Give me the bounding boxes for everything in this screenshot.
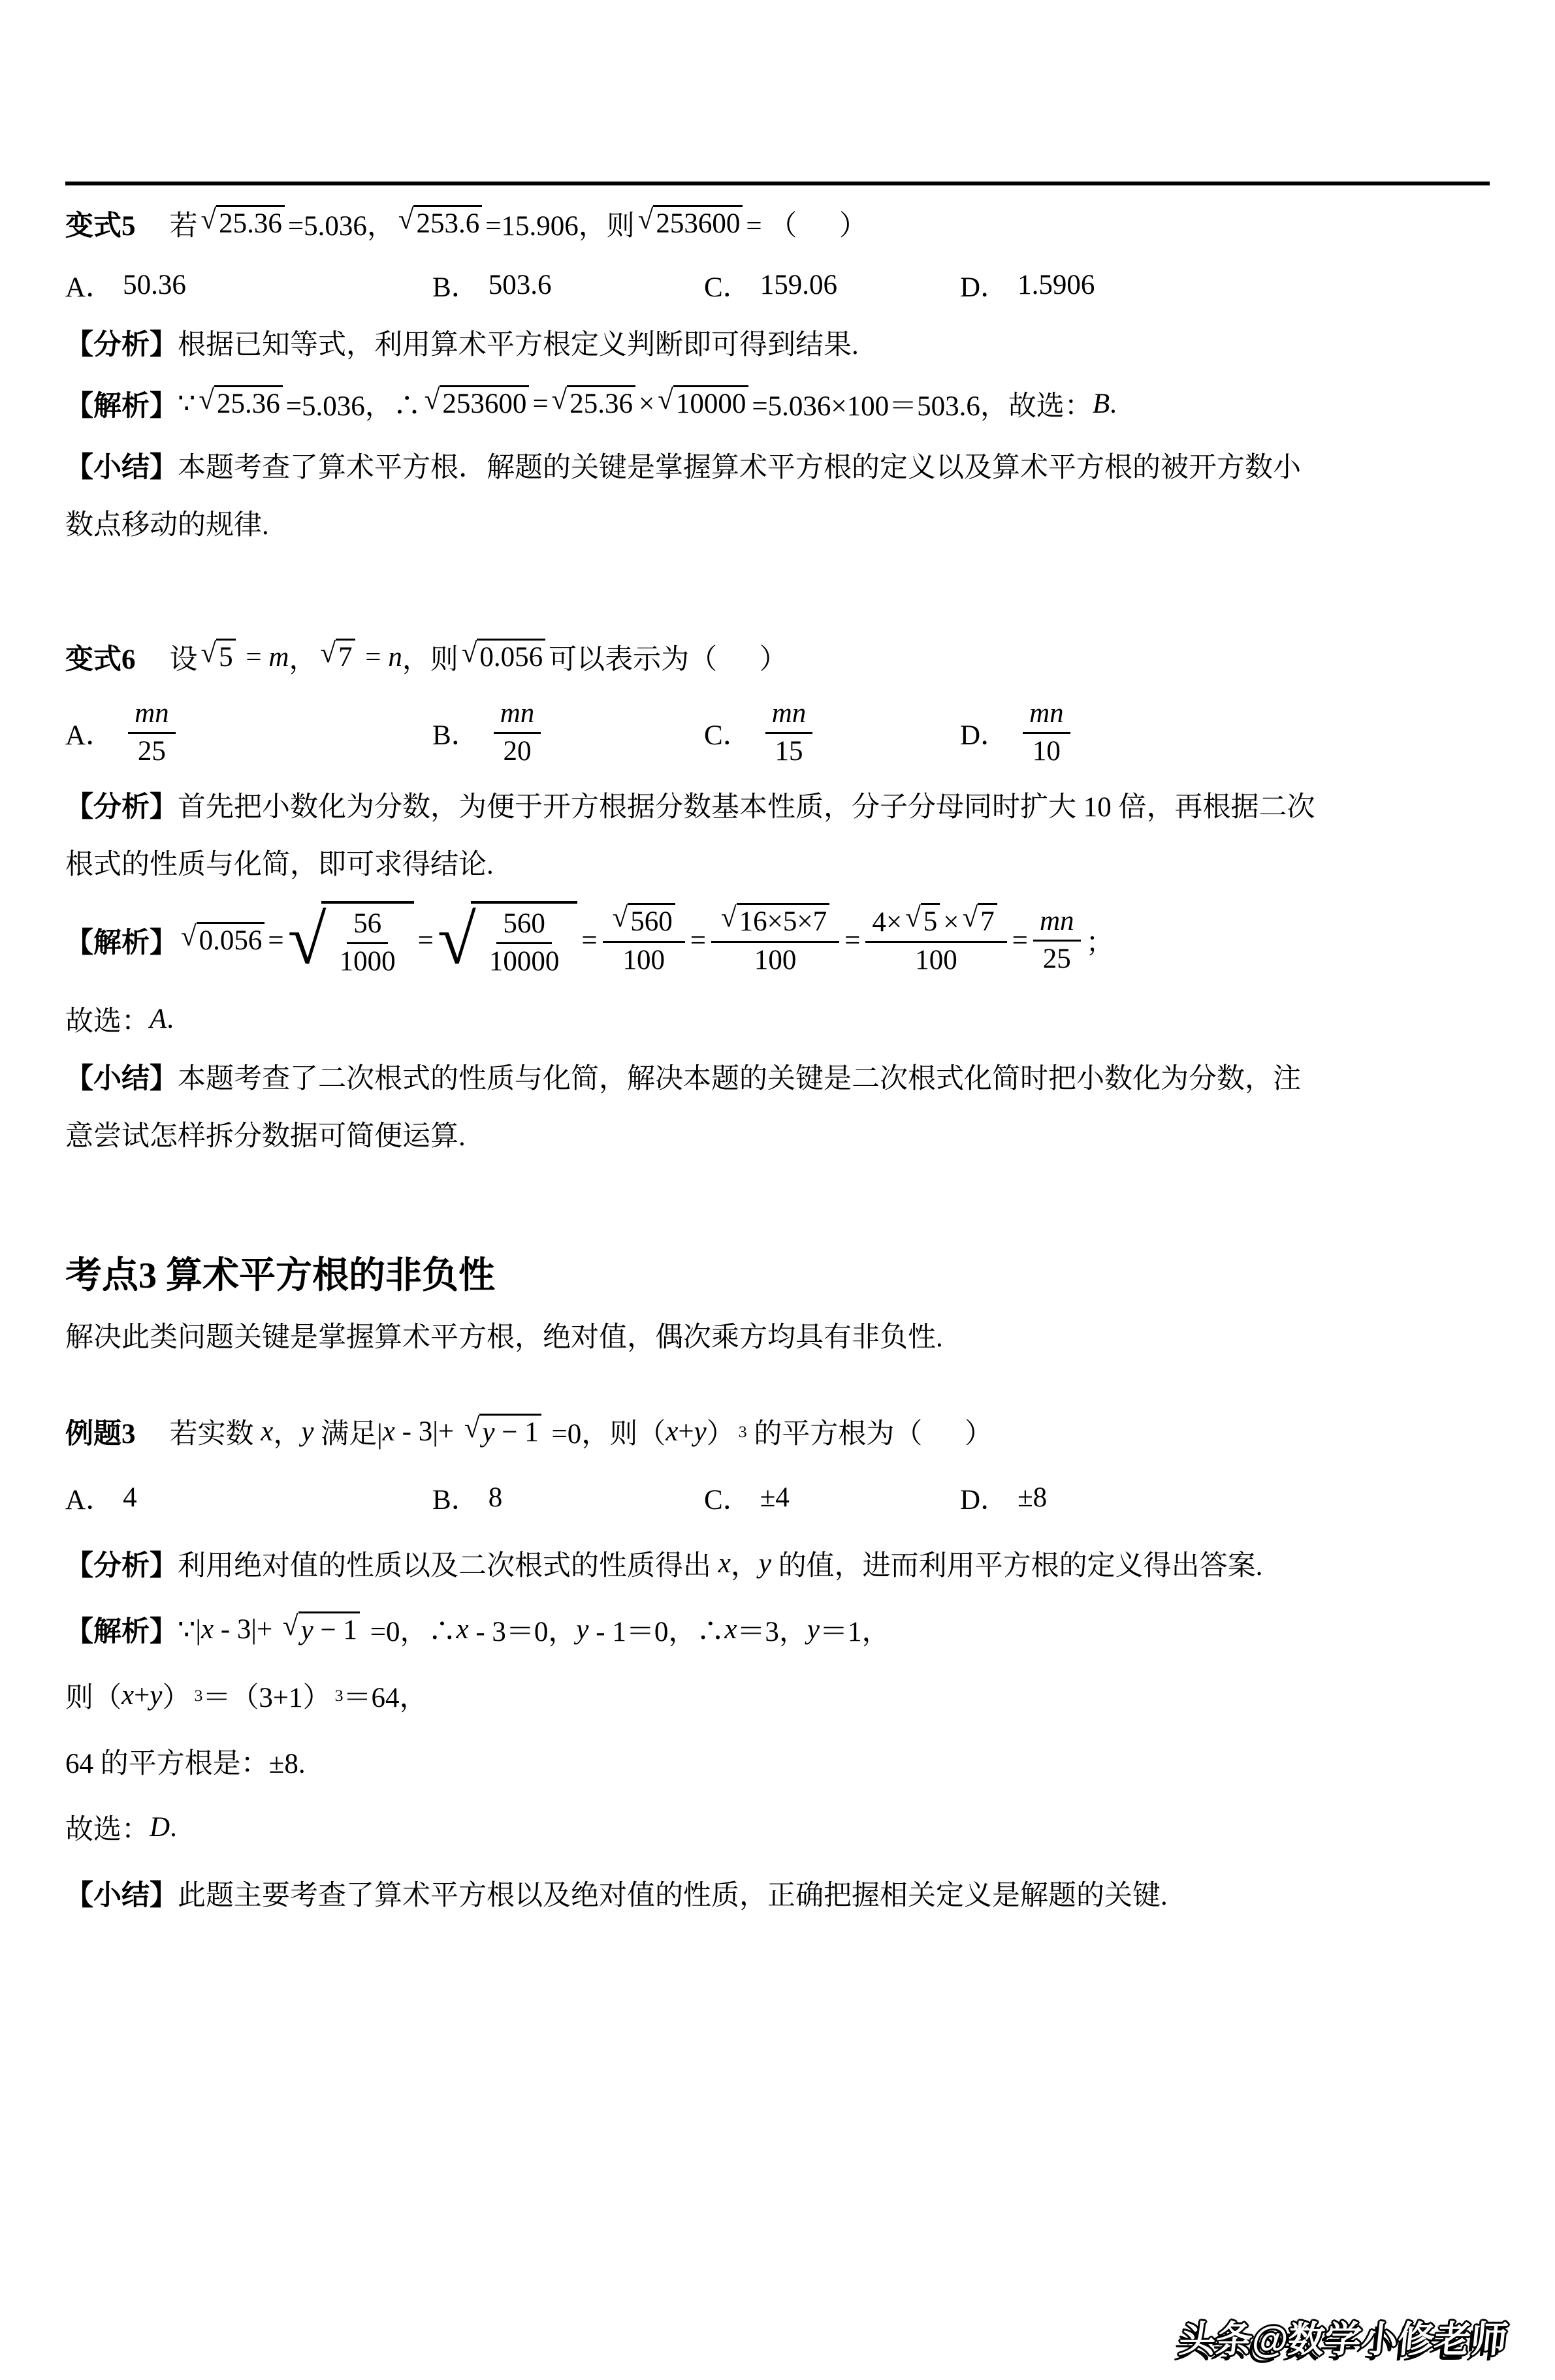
variable: x <box>121 1680 135 1711</box>
sqrt-radicand <box>479 1414 541 1450</box>
ex3-summary-line <box>65 1860 1490 1926</box>
sqrt-radical: √ <box>905 902 921 934</box>
variable: m <box>268 641 289 673</box>
text-run: 故选： <box>65 1006 150 1037</box>
fraction-numerator <box>711 903 839 942</box>
ex3-label: 例题3 <box>65 1419 136 1450</box>
variable: x <box>456 1614 469 1645</box>
sqrt-radicand: 25.36 <box>567 385 635 421</box>
v5-label: 变式5 <box>65 210 136 242</box>
text-run: 根式的性质与化简，即可求得结论. <box>65 849 494 880</box>
text-run: ，则 <box>402 644 458 675</box>
kaodian3-intro <box>65 1306 1490 1363</box>
fraction <box>1023 697 1070 768</box>
sqrt-expr <box>181 922 265 958</box>
sqrt-radical: √ <box>721 902 737 934</box>
text-run: 数点移动的规律. <box>65 509 269 541</box>
variable: x <box>200 1614 214 1645</box>
text-run: × <box>638 388 655 419</box>
option-key: D． <box>960 1485 1009 1515</box>
answer-letter: D <box>150 1812 170 1843</box>
text-run: 故选： <box>65 1815 150 1845</box>
sqrt-radical: √ <box>181 921 197 953</box>
text-run: - 3|+ <box>214 1614 280 1645</box>
text-run: - 3＝0， <box>468 1617 577 1647</box>
sqrt-radicand: 0.056 <box>197 922 265 958</box>
ex3-options-row <box>65 1465 1490 1531</box>
option-key: B． <box>432 272 479 303</box>
v5-solution-line <box>65 371 1490 436</box>
fraction-denominator: 15 <box>775 735 803 767</box>
sqrt-radical: √ <box>637 204 654 236</box>
text-run: . <box>167 1003 174 1034</box>
variable: x <box>665 1416 679 1447</box>
fraction <box>128 697 176 768</box>
fraction-denominator: 100 <box>915 944 957 976</box>
fraction-denominator: 100 <box>622 944 665 976</box>
sqrt-radicand: 7 <box>336 639 355 674</box>
option-value: 1.5906 <box>1018 269 1095 300</box>
text-run: ） <box>706 1419 735 1450</box>
v6-solution-line <box>65 891 1490 990</box>
option-value: 8 <box>488 1482 503 1513</box>
text-run: 若实数 <box>169 1419 261 1450</box>
text-run: 此题主要考查了算术平方根以及绝对值的性质，正确把握相关定义是解题的关键. <box>178 1880 1168 1911</box>
fraction <box>765 697 813 768</box>
variable: y <box>694 1416 707 1447</box>
summary-tag: 【小结】 <box>65 452 178 483</box>
v6-analysis-line-1 <box>65 776 1490 833</box>
option-value: ±8 <box>1018 1482 1048 1513</box>
equals-sign: = <box>844 925 861 956</box>
text-run: =5.036，∴ <box>285 390 421 422</box>
sqrt-expr <box>201 205 285 241</box>
text-run: - 1＝0，∴ <box>588 1617 725 1647</box>
variable: y <box>300 1614 313 1645</box>
sqrt-radical: √ <box>398 204 414 236</box>
sqrt-expr <box>464 1414 541 1450</box>
variable: x <box>261 1416 274 1447</box>
text-run: 首先把小数化为分数，为便于开方根据分数基本性质，分子分母同时扩大 10 倍，再根据二次 <box>178 791 1315 823</box>
fraction-denominator: 100 <box>754 944 797 976</box>
v6-option-c <box>704 697 960 768</box>
fraction-numerator: mn <box>494 697 541 734</box>
text-run: . <box>1110 388 1117 419</box>
v6-stem-line <box>65 624 1490 690</box>
sqrt-expr <box>199 385 282 421</box>
v5-analysis-line <box>65 313 1490 371</box>
sqrt-radicand: 560 <box>628 903 675 939</box>
sqrt-expr <box>462 639 545 674</box>
sqrt-expr <box>288 901 414 979</box>
text-run: 可以表示为（ ） <box>549 644 788 675</box>
sqrt-radicand: 0.056 <box>477 639 545 674</box>
variable: y <box>482 1416 495 1448</box>
solution-tag: 【解析】 <box>65 390 178 422</box>
v5-summary-line-1 <box>65 436 1490 494</box>
fraction <box>333 908 402 978</box>
v6-summary-line-2 <box>65 1105 1490 1162</box>
answer-letter: B <box>1092 388 1110 419</box>
v6-analysis-line-2 <box>65 833 1490 891</box>
v5-option-d <box>960 265 1490 305</box>
text-run: = <box>238 641 269 673</box>
sqrt-radicand: 7 <box>978 903 997 939</box>
ex3-analysis-line <box>65 1531 1490 1596</box>
ex3-step-line: 则（ x + y ） 3 ＝（3+1） 3 ＝64， <box>65 1662 1490 1728</box>
equals-sign: = <box>690 925 707 956</box>
text-run: + <box>678 1416 694 1447</box>
sqrt-radicand <box>298 1611 360 1647</box>
variable: x <box>724 1614 737 1645</box>
ex3-option-b <box>432 1478 704 1517</box>
sqrt-radical: √ <box>461 638 477 669</box>
sqrt-expr <box>613 903 675 939</box>
option-value: 50.36 <box>123 269 186 300</box>
sqrt-radicand: 10000 <box>673 385 749 421</box>
equals-sign: = <box>1012 925 1028 956</box>
text-run: 满足| <box>313 1419 383 1450</box>
text-run: =15.906，则 <box>485 210 635 242</box>
text-run: =5.036×100＝503.6，故选： <box>752 390 1093 422</box>
text-run: ； <box>1085 927 1114 959</box>
summary-tag: 【小结】 <box>65 1063 178 1094</box>
v6-choose-line <box>65 990 1490 1047</box>
sqrt-expr <box>552 385 635 421</box>
sqrt-expr <box>320 639 355 674</box>
ex3-option-d <box>960 1478 1490 1517</box>
fraction-numerator <box>865 903 1006 942</box>
sqrt-radicand: 253600 <box>440 385 529 421</box>
text-run: 4× <box>872 907 903 938</box>
v6-option-b <box>432 697 704 768</box>
option-key: B． <box>432 720 479 751</box>
option-key: D． <box>960 720 1009 751</box>
sqrt-radicand: 253600 <box>653 205 743 241</box>
text-run: × <box>943 907 959 938</box>
text-run: 意尝试怎样拆分数据可简便运算. <box>65 1120 466 1152</box>
text-run: ∵| <box>178 1614 201 1645</box>
watermark: 头条@数学小修老师 <box>1177 2319 1510 2360</box>
option-key: C． <box>704 272 751 303</box>
sqrt-radical: √ <box>437 901 476 979</box>
fraction-denominator: 25 <box>137 735 166 767</box>
fraction <box>603 903 685 977</box>
ex3-option-c <box>704 1478 960 1517</box>
v5-stem-line <box>65 191 1490 256</box>
sqrt-radicand <box>321 901 414 979</box>
equals-sign: = <box>268 925 284 956</box>
option-key: C． <box>704 720 751 751</box>
fraction-numerator: 56 <box>347 908 388 944</box>
fraction <box>494 697 541 768</box>
sqrt-radicand: 16×5×7 <box>737 903 830 939</box>
fraction <box>865 903 1006 977</box>
v5-summary-line-2 <box>65 494 1490 551</box>
fraction-numerator: mn <box>1033 905 1081 942</box>
analysis-tag: 【分析】 <box>65 329 178 360</box>
text-run: =0，则（ <box>544 1419 666 1450</box>
equals-sign: = <box>417 925 434 956</box>
sqrt-radical: √ <box>199 385 214 416</box>
v5-options-row <box>65 256 1490 313</box>
sqrt-expr <box>438 901 578 979</box>
v6-summary-line-1 <box>65 1047 1490 1105</box>
sqrt-radical: √ <box>287 901 327 979</box>
text-run: 设 <box>169 644 198 675</box>
solution-tag: 【解析】 <box>65 1617 178 1647</box>
text-run: 则（ <box>65 1683 121 1713</box>
variable: y <box>576 1614 589 1645</box>
text-run: 根据已知等式，利用算术平方根定义判断即可得到结果. <box>178 329 859 360</box>
text-run: 解决此类问题关键是掌握算术平方根，绝对值，偶次乘方均具有非负性. <box>65 1322 943 1353</box>
fraction-numerator: 560 <box>496 908 552 944</box>
text-run: 本题考查了算术平方根．解题的关键是掌握算术平方根的定义以及算术平方根的被开方数小 <box>178 452 1301 483</box>
variable: x <box>382 1416 395 1447</box>
sqrt-radical: √ <box>612 902 628 934</box>
text-run: 的值，进而利用平方根的定义得出答案. <box>771 1551 1263 1581</box>
fraction-numerator: mn <box>128 697 176 734</box>
option-key: C． <box>704 1485 751 1515</box>
ex3-choose-line <box>65 1794 1490 1860</box>
solution-tag: 【解析】 <box>65 927 178 959</box>
v5-option-c <box>704 265 960 305</box>
fraction-denominator: 10000 <box>489 945 560 977</box>
text-run: ） <box>162 1683 191 1713</box>
sqrt-radicand: 5 <box>216 639 236 674</box>
sqrt-radical: √ <box>283 1610 298 1642</box>
v6-option-d <box>960 697 1490 768</box>
fraction-denominator: 20 <box>503 735 532 767</box>
variable: y <box>150 1680 163 1711</box>
text-run: - 3|+ <box>394 1416 461 1447</box>
text-run: ∵ <box>178 389 196 419</box>
sqrt-radicand: 25.36 <box>214 385 283 421</box>
option-key: A． <box>65 272 114 303</box>
sqrt-radical: √ <box>200 204 217 236</box>
analysis-tag: 【分析】 <box>65 1551 178 1581</box>
fraction-numerator: mn <box>765 697 813 734</box>
option-value: 4 <box>123 1482 137 1513</box>
v5-option-b <box>432 265 704 305</box>
sqrt-radical: √ <box>658 385 673 416</box>
sqrt-expr <box>658 385 748 421</box>
ex3-stem-line: 例题3 若实数 x ， y 满足| x - 3|+ √ y − 1 =0，则（ x + y ） 3 的平方根为（ ） <box>65 1399 1490 1465</box>
v6-option-a <box>65 697 432 768</box>
text-run: ＝3， <box>737 1617 807 1647</box>
text-run: 若 <box>169 210 198 242</box>
text-run: ＝1， <box>820 1617 890 1647</box>
variable: y <box>301 1416 314 1447</box>
sqrt-radical: √ <box>962 902 978 934</box>
sqrt-expr <box>283 1611 360 1647</box>
summary-tag: 【小结】 <box>65 1880 178 1911</box>
variable: y <box>807 1614 820 1645</box>
analysis-tag: 【分析】 <box>65 791 178 823</box>
sqrt-expr <box>425 385 530 421</box>
sqrt-radicand: 5 <box>921 903 940 939</box>
option-key: A． <box>65 720 114 751</box>
sqrt-radicand <box>471 901 578 979</box>
text-run: 64 的平方根是：±8. <box>65 1749 306 1779</box>
fraction-denominator: 1000 <box>339 945 396 977</box>
text-run: = <box>532 388 549 419</box>
fraction-denominator: 25 <box>1042 943 1071 974</box>
sqrt-radical: √ <box>200 638 217 669</box>
option-key: D． <box>960 272 1009 303</box>
text-run: 本题考查了二次根式的性质与化简，解决本题的关键是二次根式化简时把小数化为分数，注 <box>178 1063 1301 1094</box>
section-title: 考点3 算术平方根的非负性 <box>65 1256 495 1296</box>
sqrt-expr <box>201 639 236 674</box>
option-value: 503.6 <box>488 269 552 300</box>
kaodian3-heading <box>65 1239 1490 1306</box>
text-run: ＝（3+1） <box>202 1683 331 1713</box>
option-key: A． <box>65 1485 114 1515</box>
fraction <box>711 903 839 977</box>
text-run: ＝64， <box>343 1683 428 1713</box>
ex3-option-a <box>65 1478 432 1517</box>
fraction-numerator <box>603 903 685 942</box>
fraction <box>1033 905 1081 976</box>
worksheet-page <box>0 185 1555 1926</box>
text-run: − 1 <box>313 1614 357 1645</box>
sqrt-expr <box>638 205 743 241</box>
option-value: 159.06 <box>760 269 837 300</box>
sqrt-radical: √ <box>551 385 568 416</box>
sqrt-expr <box>905 903 940 939</box>
text-run: = （ ） <box>746 210 867 242</box>
option-value: ±4 <box>760 1482 790 1513</box>
text-run: 利用绝对值的性质以及二次根式的性质得出 <box>178 1551 718 1581</box>
text-run: =5.036， <box>287 210 395 242</box>
ex3-solution-line <box>65 1596 1490 1662</box>
answer-letter: A <box>150 1003 167 1034</box>
text-run: + <box>134 1680 150 1711</box>
equals-sign: = <box>581 925 598 956</box>
sqrt-radicand: 25.36 <box>216 205 285 241</box>
v6-options-row <box>65 690 1490 776</box>
text-run: . <box>170 1812 177 1843</box>
sqrt-radical: √ <box>464 1412 480 1444</box>
text-run: 的平方根为（ ） <box>746 1419 993 1450</box>
ex3-result-line <box>65 1728 1490 1794</box>
text-run: ， <box>289 644 317 675</box>
option-key: B． <box>432 1485 479 1515</box>
sqrt-radical: √ <box>424 385 440 416</box>
sqrt-expr <box>398 205 482 241</box>
text-run: − 1 <box>494 1416 539 1448</box>
fraction <box>483 908 566 978</box>
sqrt-radicand: 253.6 <box>413 205 482 241</box>
text-run: = <box>358 641 389 673</box>
text-run: =0，∴ <box>362 1617 457 1647</box>
v6-label: 变式6 <box>65 644 136 675</box>
text-run: ， <box>273 1419 302 1450</box>
text-run: ， <box>730 1551 759 1581</box>
variable: y <box>758 1548 771 1579</box>
sqrt-expr <box>963 903 997 939</box>
sqrt-expr <box>721 903 829 939</box>
sqrt-radical: √ <box>320 638 336 669</box>
v5-option-a <box>65 265 432 305</box>
fraction-denominator: 10 <box>1032 735 1061 767</box>
variable: x <box>718 1548 731 1579</box>
variable: n <box>388 641 402 673</box>
fraction-numerator: mn <box>1023 697 1070 734</box>
